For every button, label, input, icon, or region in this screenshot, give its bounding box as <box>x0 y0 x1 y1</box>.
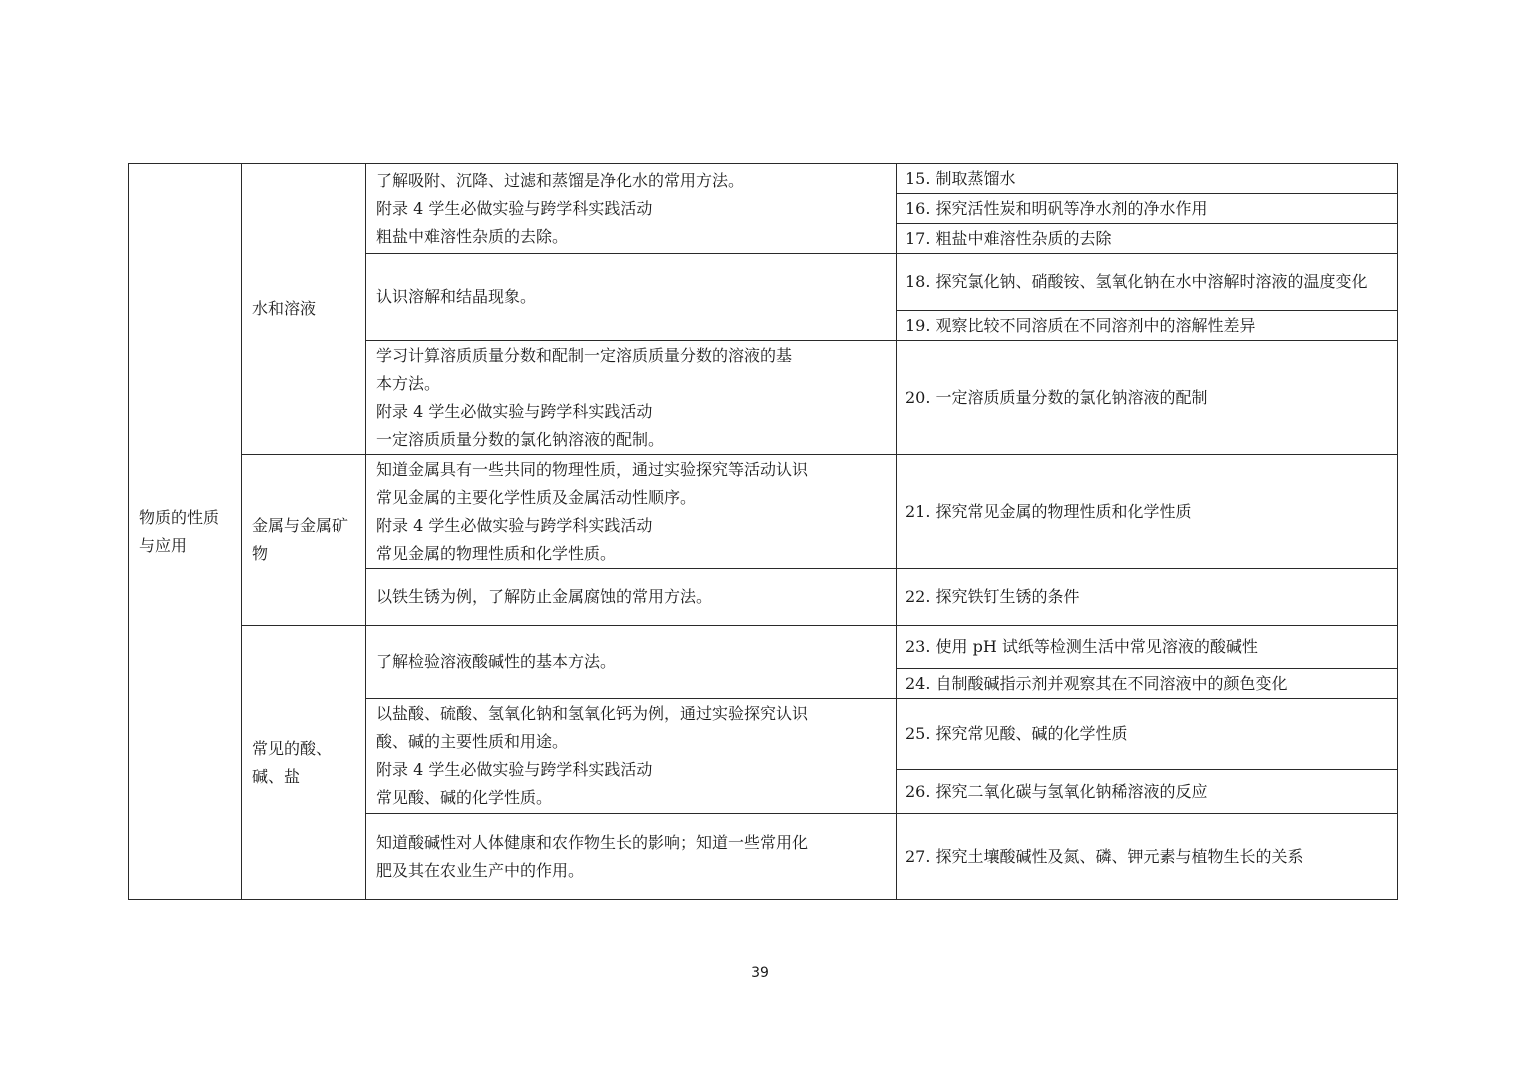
section-label-metal: 金属与金属矿物 <box>252 516 349 563</box>
activity-label: 26. 探究二氧化碳与氢氧化钠稀溶液的反应 <box>905 781 1208 801</box>
section-label-acid: 常见的酸、碱、盐 <box>252 738 333 786</box>
activity-cell <box>897 669 1398 699</box>
requirement-line: 以铁生锈为例，了解防止金属腐蚀的常用方法。 <box>376 587 713 606</box>
requirement-line: 了解吸附、沉降、过滤和蒸馏是净化水的常用方法。 <box>376 170 745 190</box>
requirement-cell <box>366 341 897 455</box>
requirement-line: 常见金属的主要化学性质及金属活动性顺序。 <box>376 487 697 507</box>
requirement-line: 附录 4 学生必做实验与跨学科实践活动 <box>376 198 653 218</box>
section-label-water: 水和溶液 <box>252 299 317 318</box>
activity-label: 17. 粗盐中难溶性杂质的去除 <box>905 228 1112 248</box>
section-cell-acid <box>242 626 366 900</box>
activity-label: 21. 探究常见金属的物理性质和化学性质 <box>905 501 1192 521</box>
category-cell <box>129 164 242 900</box>
activity-cell <box>897 224 1398 254</box>
activity-label: 22. 探究铁钉生锈的条件 <box>905 587 1080 606</box>
activity-cell <box>897 194 1398 224</box>
requirement-line: 粗盐中难溶性杂质的去除。 <box>376 226 569 246</box>
requirement-line: 了解检验溶液酸碱性的基本方法。 <box>376 652 617 671</box>
activity-cell <box>897 164 1398 194</box>
activity-cell <box>897 814 1398 900</box>
requirement-line: 肥及其在农业生产中的作用。 <box>376 860 585 880</box>
activity-cell <box>897 626 1398 669</box>
activity-label: 20. 一定溶质质量分数的氯化钠溶液的配制 <box>905 387 1208 407</box>
requirement-cell <box>366 254 897 341</box>
activity-cell <box>897 455 1398 569</box>
category-label: 物质的性质与应用 <box>139 507 220 555</box>
activity-label: 27. 探究土壤酸碱性及氮、磷、钾元素与植物生长的关系 <box>905 846 1304 866</box>
requirement-line: 附录 4 学生必做实验与跨学科实践活动 <box>376 760 653 779</box>
requirement-line: 以盐酸、硫酸、氢氧化钠和氢氧化钙为例，通过实验探究认识 <box>376 704 809 723</box>
requirement-line: 学习计算溶质质量分数和配制一定溶质质量分数的溶液的基 <box>376 345 793 365</box>
requirement-line: 附录 4 学生必做实验与跨学科实践活动 <box>376 401 653 421</box>
activity-label: 25. 探究常见酸、碱的化学性质 <box>905 724 1128 743</box>
activity-cell <box>897 311 1398 341</box>
requirement-line: 常见酸、碱的化学性质。 <box>376 788 553 807</box>
page-number: 39 <box>751 965 769 981</box>
activity-cell <box>897 770 1398 814</box>
requirement-cell <box>366 164 897 254</box>
requirement-line: 知道金属具有一些共同的物理性质，通过实验探究等活动认识 <box>376 459 809 479</box>
activity-cell <box>897 254 1398 311</box>
requirement-line: 常见金属的物理性质和化学性质。 <box>376 543 617 563</box>
curriculum-table <box>128 163 1398 900</box>
requirement-line: 本方法。 <box>376 373 441 393</box>
activity-cell <box>897 341 1398 455</box>
requirement-cell <box>366 699 897 814</box>
requirement-line: 认识溶解和结晶现象。 <box>376 287 537 306</box>
section-cell-metal <box>242 455 366 626</box>
activity-label: 15. 制取蒸馏水 <box>905 168 1016 188</box>
requirement-line: 知道酸碱性对人体健康和农作物生长的影响；知道一些常用化 <box>376 832 809 852</box>
section-cell-water <box>242 164 366 455</box>
requirement-line: 酸、碱的主要性质和用途。 <box>376 732 569 751</box>
requirement-cell <box>366 569 897 626</box>
activity-cell <box>897 569 1398 626</box>
activity-label: 24. 自制酸碱指示剂并观察其在不同溶液中的颜色变化 <box>905 673 1288 693</box>
requirement-line: 一定溶质质量分数的氯化钠溶液的配制。 <box>376 429 665 449</box>
requirement-cell <box>366 626 897 699</box>
activity-label: 23. 使用 pH 试纸等检测生活中常见溶液的酸碱性 <box>905 637 1258 656</box>
activity-label: 18. 探究氯化钠、硝酸铵、氢氧化钠在水中溶解时溶液的温度变化 <box>905 272 1368 291</box>
requirement-line: 附录 4 学生必做实验与跨学科实践活动 <box>376 515 653 535</box>
activity-label: 19. 观察比较不同溶质在不同溶剂中的溶解性差异 <box>905 315 1256 335</box>
requirement-cell <box>366 455 897 569</box>
activity-label: 16. 探究活性炭和明矾等净水剂的净水作用 <box>905 198 1208 218</box>
requirement-cell <box>366 814 897 900</box>
activity-cell <box>897 699 1398 770</box>
